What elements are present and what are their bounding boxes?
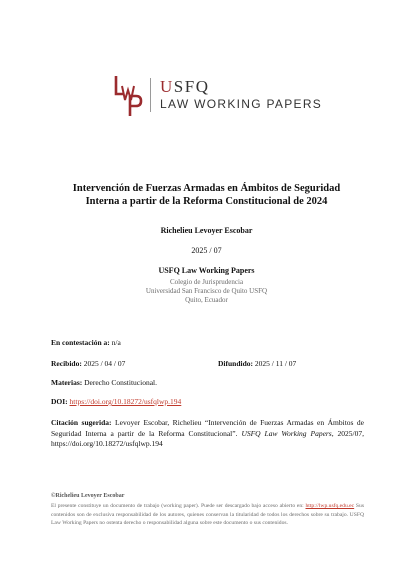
- doi-field: DOI: https://doi.org/10.18272/usfqlwp.194: [51, 397, 182, 406]
- university-name: Universidad San Francisco de Quito USFQ: [145, 287, 268, 295]
- doi-link[interactable]: https://doi.org/10.18272/usfqlwp.194: [69, 397, 182, 406]
- paper-author: Richelieu Levoyer Escobar: [160, 226, 253, 235]
- copyright-line: ©Richelieu Levoyer Escobar: [51, 493, 125, 499]
- materias-field: Materias: Derecho Constitucional.: [51, 378, 158, 387]
- contestacion-field: En contestación a: n/a: [51, 338, 121, 347]
- law-working-papers-wordmark: LAW WORKING PAPERS: [160, 97, 323, 111]
- lwp-monogram-icon: [112, 74, 144, 118]
- footer-disclaimer: El presente constituye un documento de trabajo (working paper). Puede ser descargado bajo acceso abierto en: http://lwp.usfq.edu.ec Sus contenidos son de exclusiva responsabilidad de los autores, quienes conservan la titularidad de todos los derechos sobre su trabajo. USFQ Law Working Papers no ostenta derecho o responsabilidad alguna sobre este documento o sus contenidos.: [51, 503, 364, 527]
- recibido-field: Recibido: 2025 / 04 / 07: [51, 359, 126, 368]
- logo-divider: [150, 78, 151, 112]
- suggested-citation: Citación sugerida: Levoyer Escobar, Richelieu “Intervención de Fuerzas Armadas en Ámbitos de Seguridad Interna a partir de la Reforma Constitucional”. USFQ Law Working Papers, 2025/07, https://doi.org/10.18272/usfqlwp.194: [51, 418, 365, 448]
- series-name: USFQ Law Working Papers: [158, 266, 255, 275]
- lwp-website-link[interactable]: http://lwp.usfq.edu.ec: [305, 503, 355, 509]
- usfq-lwp-logo: [112, 74, 323, 118]
- college-name: Colegio de Jurisprudencia: [169, 278, 244, 286]
- paper-title: Intervención de Fuerzas Armadas en Ámbitos de Seguridad Interna a partir de la Reforma Constitucional de 2024: [72, 183, 341, 207]
- paper-number: 2025 / 07: [191, 246, 222, 255]
- city-name: Quito, Ecuador: [185, 296, 228, 304]
- difundido-field: Difundido: 2025 / 11 / 07: [218, 359, 297, 368]
- usfq-wordmark: USFQ: [160, 77, 210, 96]
